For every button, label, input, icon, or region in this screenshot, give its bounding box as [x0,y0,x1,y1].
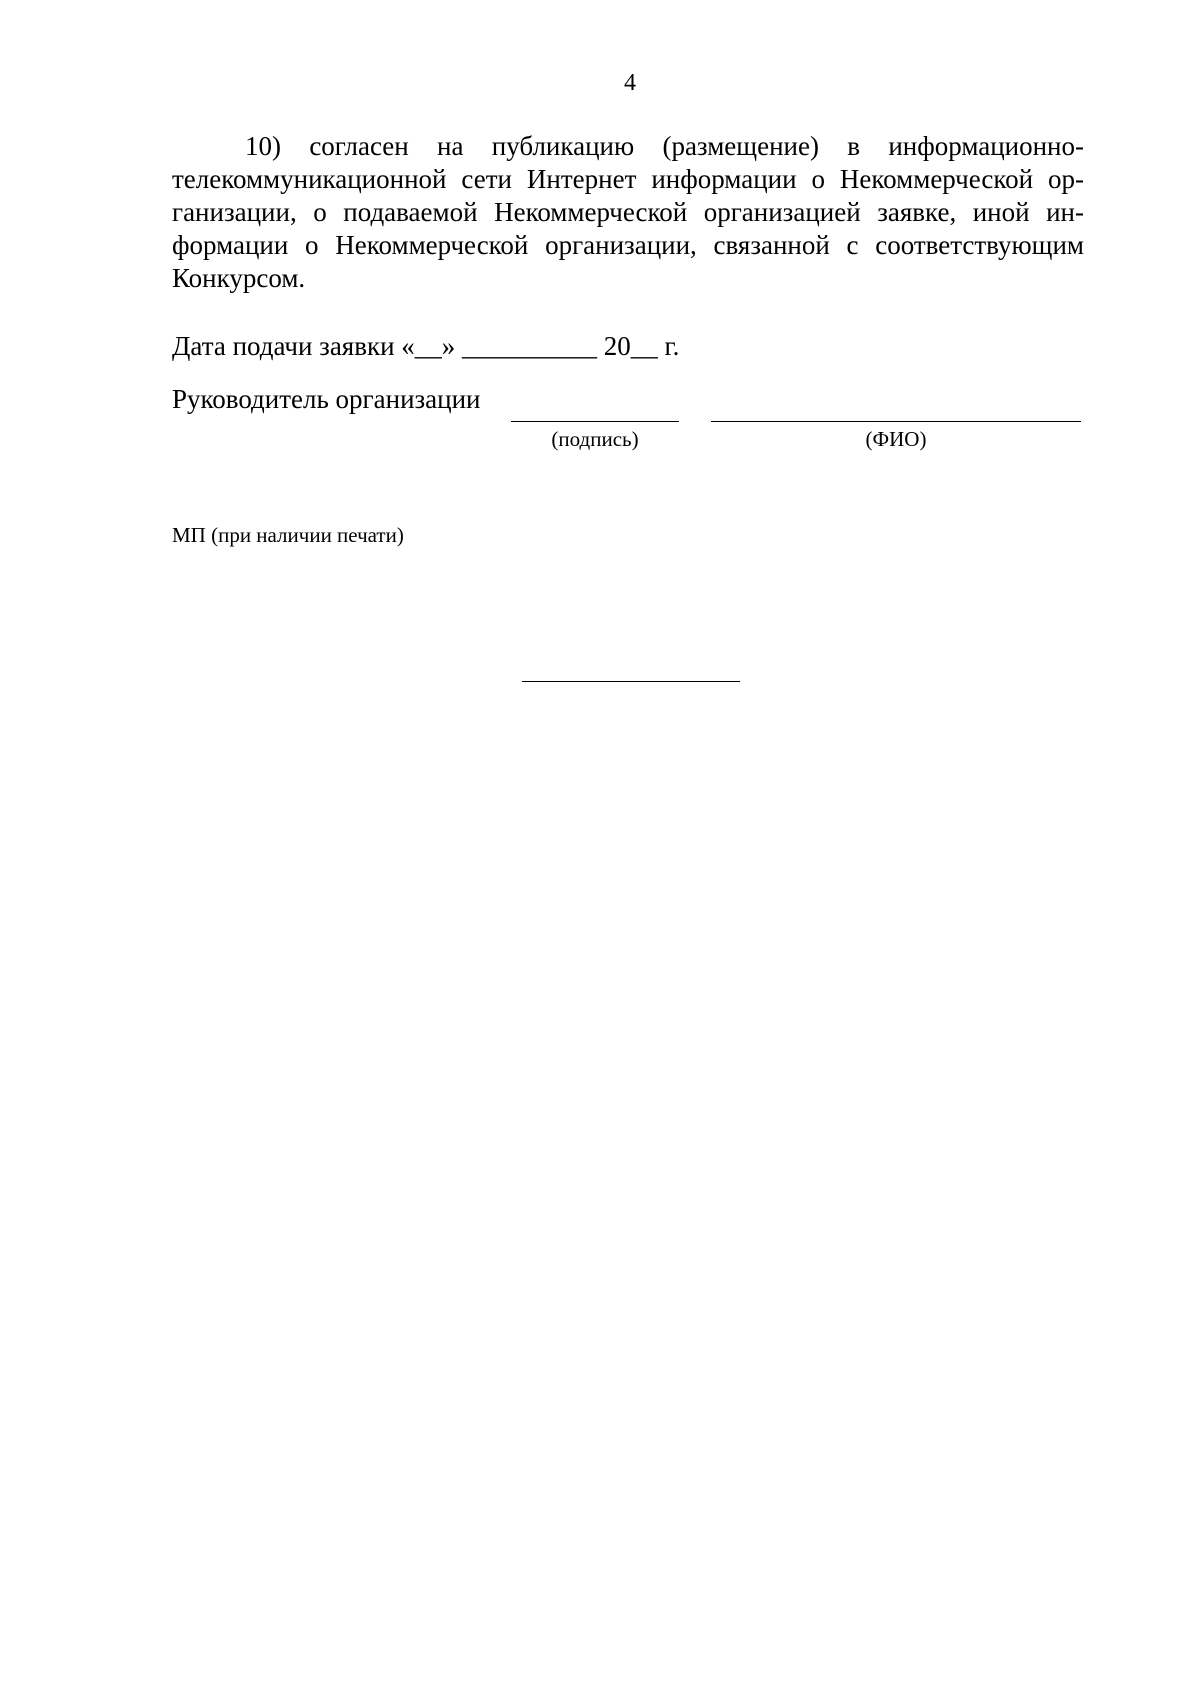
paragraph-line-5: Конкурсом. [172,263,306,293]
page-number: 4 [624,70,636,96]
end-divider [522,681,740,682]
application-date-line: Дата подачи заявки «__» __________ 20__ г. [172,331,680,361]
signature-line [511,421,679,422]
signature-caption: (подпись) [551,427,639,451]
stamp-note: МП (при наличии печати) [172,523,404,547]
full-name-line [711,421,1081,422]
manager-label: Руководитель организации [172,384,481,414]
full-name-caption: (ФИО) [865,427,927,451]
paragraph-line-2: телекоммуникационной сети Интернет информации о Некоммерческой ор- [172,164,1084,194]
paragraph-line-1: 10) согласен на публикацию (размещение) в информационно- [245,131,1084,161]
paragraph-line-4: формации о Некоммерческой организации, связанной с соответствующим [172,230,1084,260]
paragraph-line-3: ганизации, о подаваемой Некоммерческой организацией заявке, иной ин- [172,197,1084,227]
